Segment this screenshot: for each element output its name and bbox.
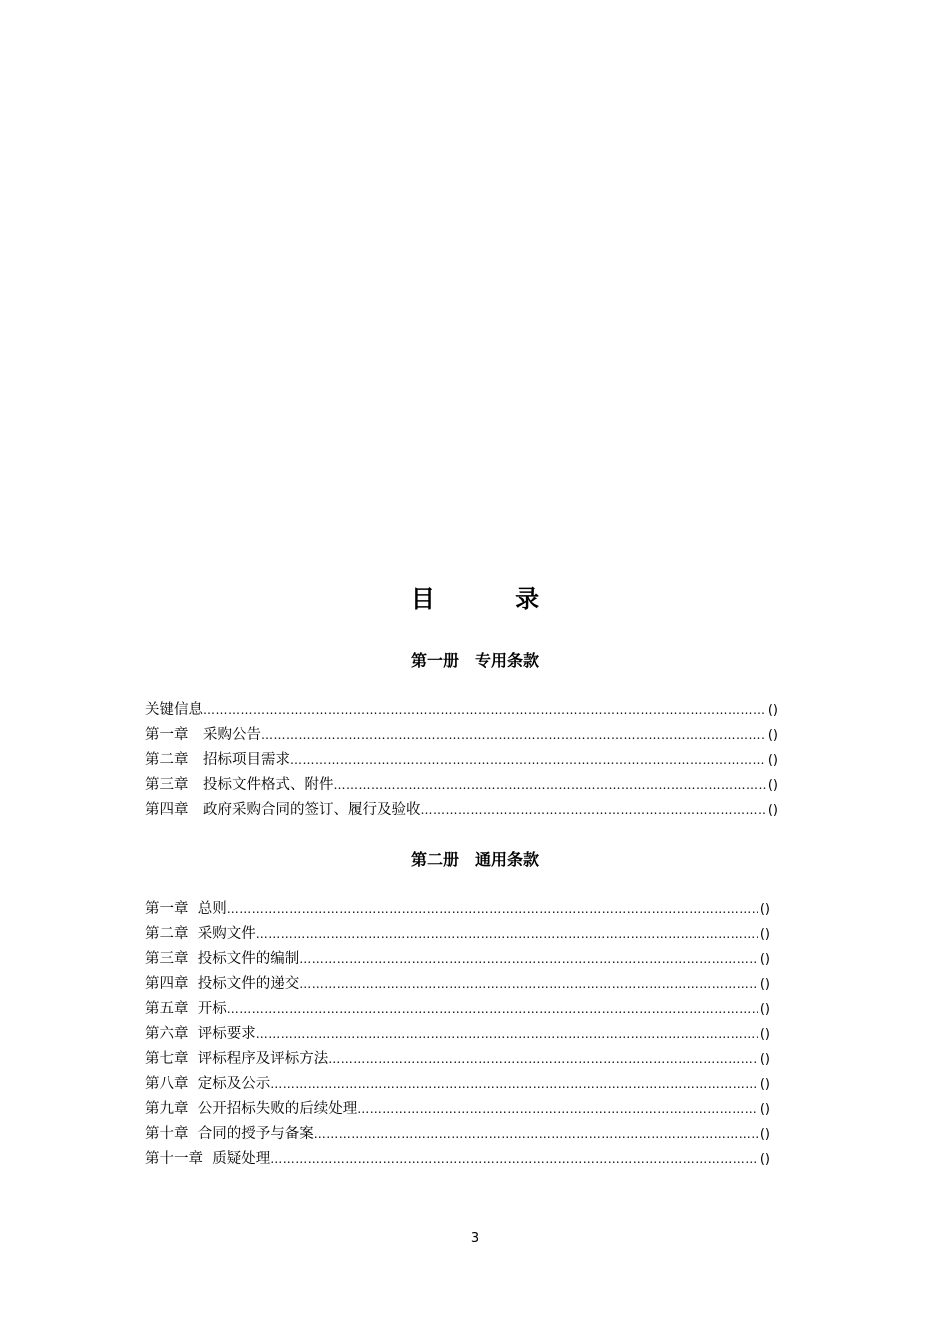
dot-leader [290, 748, 766, 773]
toc-entry-page: () [759, 952, 770, 967]
toc-entry-label: 第六章 评标要求 [145, 1026, 256, 1042]
dot-leader [227, 897, 758, 922]
toc-entry-page: () [767, 803, 778, 818]
toc-entry[interactable] [145, 1022, 770, 1047]
toc-entry-page: () [759, 1102, 770, 1117]
toc-entry[interactable] [145, 1097, 770, 1122]
toc-entry[interactable] [145, 972, 770, 997]
dot-leader [256, 1022, 758, 1047]
toc-entry-label: 第四章 投标文件的递交 [145, 976, 300, 992]
volume2-toc-list [145, 897, 770, 1172]
toc-entry-page: () [759, 1027, 770, 1042]
dot-leader [357, 1097, 758, 1122]
toc-entry-label: 第十章 合同的授予与备案 [145, 1126, 314, 1142]
dot-leader [270, 1072, 758, 1097]
toc-entry-label: 第一章 采购公告 [145, 727, 261, 743]
toc-entry-page: () [759, 927, 770, 942]
volume1-heading: 第一册 专用条款 [410, 651, 539, 670]
toc-entry-page: () [759, 1127, 770, 1142]
toc-entry-page: () [767, 778, 778, 793]
dot-leader [299, 947, 758, 972]
toc-entry-page: () [767, 703, 778, 718]
toc-entry-page: () [767, 753, 778, 768]
toc-entry[interactable] [145, 773, 778, 798]
toc-entry[interactable] [145, 698, 778, 723]
dot-leader [334, 773, 766, 798]
toc-entry-page: () [767, 728, 778, 743]
dot-leader [270, 1147, 758, 1172]
dot-leader [261, 723, 766, 748]
toc-entry[interactable] [145, 1122, 770, 1147]
toc-entry[interactable] [145, 748, 778, 773]
volume2-heading: 第二册 通用条款 [410, 850, 539, 869]
volume1-toc-list [145, 698, 778, 823]
toc-entry-page: () [759, 902, 770, 917]
page-title: 目 录 [410, 585, 576, 613]
dot-leader [299, 972, 758, 997]
toc-entry[interactable] [145, 922, 770, 947]
page-number: 3 [470, 1231, 480, 1246]
dot-leader [314, 1122, 758, 1147]
toc-entry-label: 第三章 投标文件的编制 [145, 951, 300, 967]
toc-entry-label: 第八章 定标及公示 [145, 1076, 271, 1092]
toc-entry-label: 第四章 政府采购合同的签订、履行及验收 [145, 802, 421, 818]
toc-entry[interactable] [145, 798, 778, 823]
toc-entry-label: 第七章 评标程序及评标方法 [145, 1051, 329, 1067]
toc-entry-page: () [759, 977, 770, 992]
toc-entry-page: () [759, 1077, 770, 1092]
toc-entry-page: () [759, 1152, 770, 1167]
dot-leader [227, 997, 758, 1022]
toc-entry-label: 第二章 采购文件 [145, 926, 256, 942]
toc-entry-label: 第三章 投标文件格式、附件 [145, 777, 334, 793]
toc-entry[interactable] [145, 1072, 770, 1097]
toc-entry[interactable] [145, 997, 770, 1022]
toc-entry[interactable] [145, 897, 770, 922]
toc-entry-label: 第五章 开标 [145, 1001, 227, 1017]
toc-entry[interactable] [145, 1047, 770, 1072]
toc-entry-label: 关键信息 [145, 702, 203, 718]
toc-entry[interactable] [145, 947, 770, 972]
toc-entry-label: 第一章 总则 [145, 901, 227, 917]
dot-leader [256, 922, 758, 947]
toc-entry[interactable] [145, 1147, 770, 1172]
dot-leader [421, 798, 766, 823]
dot-leader [328, 1047, 758, 1072]
toc-entry-page: () [759, 1002, 770, 1017]
toc-entry-label: 第九章 公开招标失败的后续处理 [145, 1101, 358, 1117]
dot-leader [203, 698, 766, 723]
toc-entry-page: () [759, 1052, 770, 1067]
toc-entry-label: 第十一章 质疑处理 [145, 1151, 271, 1167]
toc-entry[interactable] [145, 723, 778, 748]
toc-entry-label: 第二章 招标项目需求 [145, 752, 290, 768]
